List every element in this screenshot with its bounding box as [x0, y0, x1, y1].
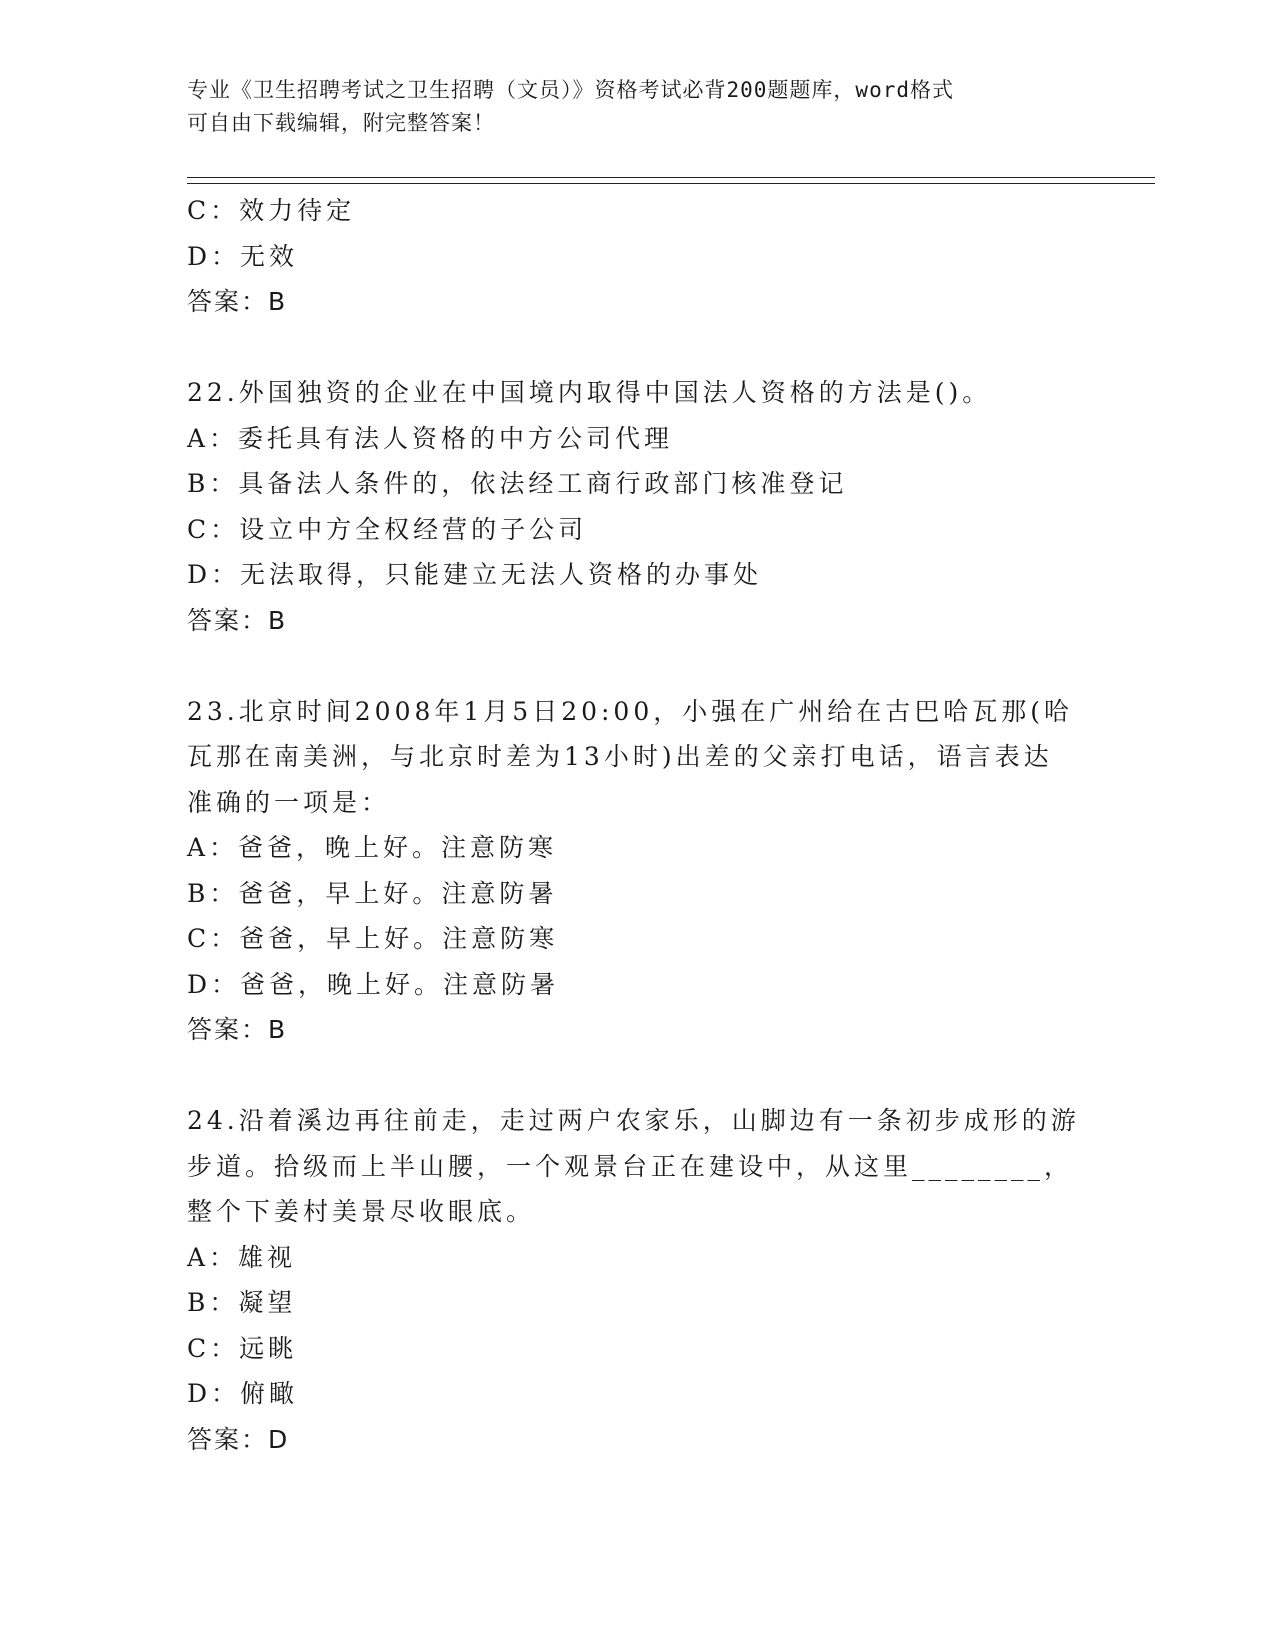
option-d: D：爸爸，晚上好。注意防暑: [187, 969, 560, 999]
option-b: B：爸爸，早上好。注意防暑: [187, 878, 558, 908]
option-a: A：委托具有法人资格的中方公司代理: [187, 423, 674, 453]
option-c: C：远眺: [187, 1333, 298, 1363]
option-d: D：俯瞰: [187, 1379, 299, 1408]
spacer: [187, 1053, 1087, 1099]
question-text: 整个下姜村美景尽收眼底。: [187, 1197, 536, 1226]
option-b: B：具备法人条件的，依法经工商行政部门核准登记: [187, 469, 848, 498]
spacer: [187, 643, 1087, 689]
option-a: A：爸爸，晚上好。注意防寒: [187, 833, 558, 862]
question-text: 步道。拾级而上半山腰，一个观景台正在建设中，从这里________，: [187, 1151, 1074, 1181]
answer: 答案：B: [187, 605, 288, 635]
option-c: C：爸爸，早上好。注意防寒: [187, 924, 559, 953]
question-24: [187, 1098, 1087, 1462]
page-header: [187, 74, 1067, 140]
question-text: 准确的一项是：: [187, 787, 391, 817]
question-text: 24.沿着溪边再往前走，走过两户农家乐，山脚边有一条初步成形的游: [187, 1106, 1080, 1135]
question-content: [187, 188, 1087, 1462]
header-line-2: 可自由下载编辑，附完整答案！: [187, 111, 495, 135]
option-c: C：设立中方全权经营的子公司: [187, 514, 588, 544]
option-d: D：无法取得，只能建立无法人资格的办事处: [187, 560, 763, 589]
header-line-1: 专业《卫生招聘考试之卫生招聘（文员）》资格考试必背200题题库，word格式: [187, 78, 954, 102]
option-c: C：效力待定: [187, 196, 356, 225]
question-text: 22.外国独资的企业在中国境内取得中国法人资格的方法是()。: [187, 378, 992, 407]
option-b: B：凝望: [187, 1288, 297, 1317]
answer: 答案：B: [187, 1015, 288, 1044]
question-22: [187, 370, 1087, 643]
question-23: [187, 689, 1087, 1053]
answer: 答案：D: [187, 1424, 290, 1454]
question-text: 瓦那在南美洲，与北京时差为13小时)出差的父亲打电话，语言表达: [187, 742, 1053, 771]
option-d: D：无效: [187, 241, 299, 271]
header-divider: [187, 177, 1155, 184]
question-text: 23.北京时间2008年1月5日20:00，小强在广州给在古巴哈瓦那(哈: [187, 696, 1073, 726]
spacer: [187, 325, 1087, 371]
option-a: A：雄视: [187, 1242, 297, 1272]
answer: 答案：B: [187, 287, 288, 316]
